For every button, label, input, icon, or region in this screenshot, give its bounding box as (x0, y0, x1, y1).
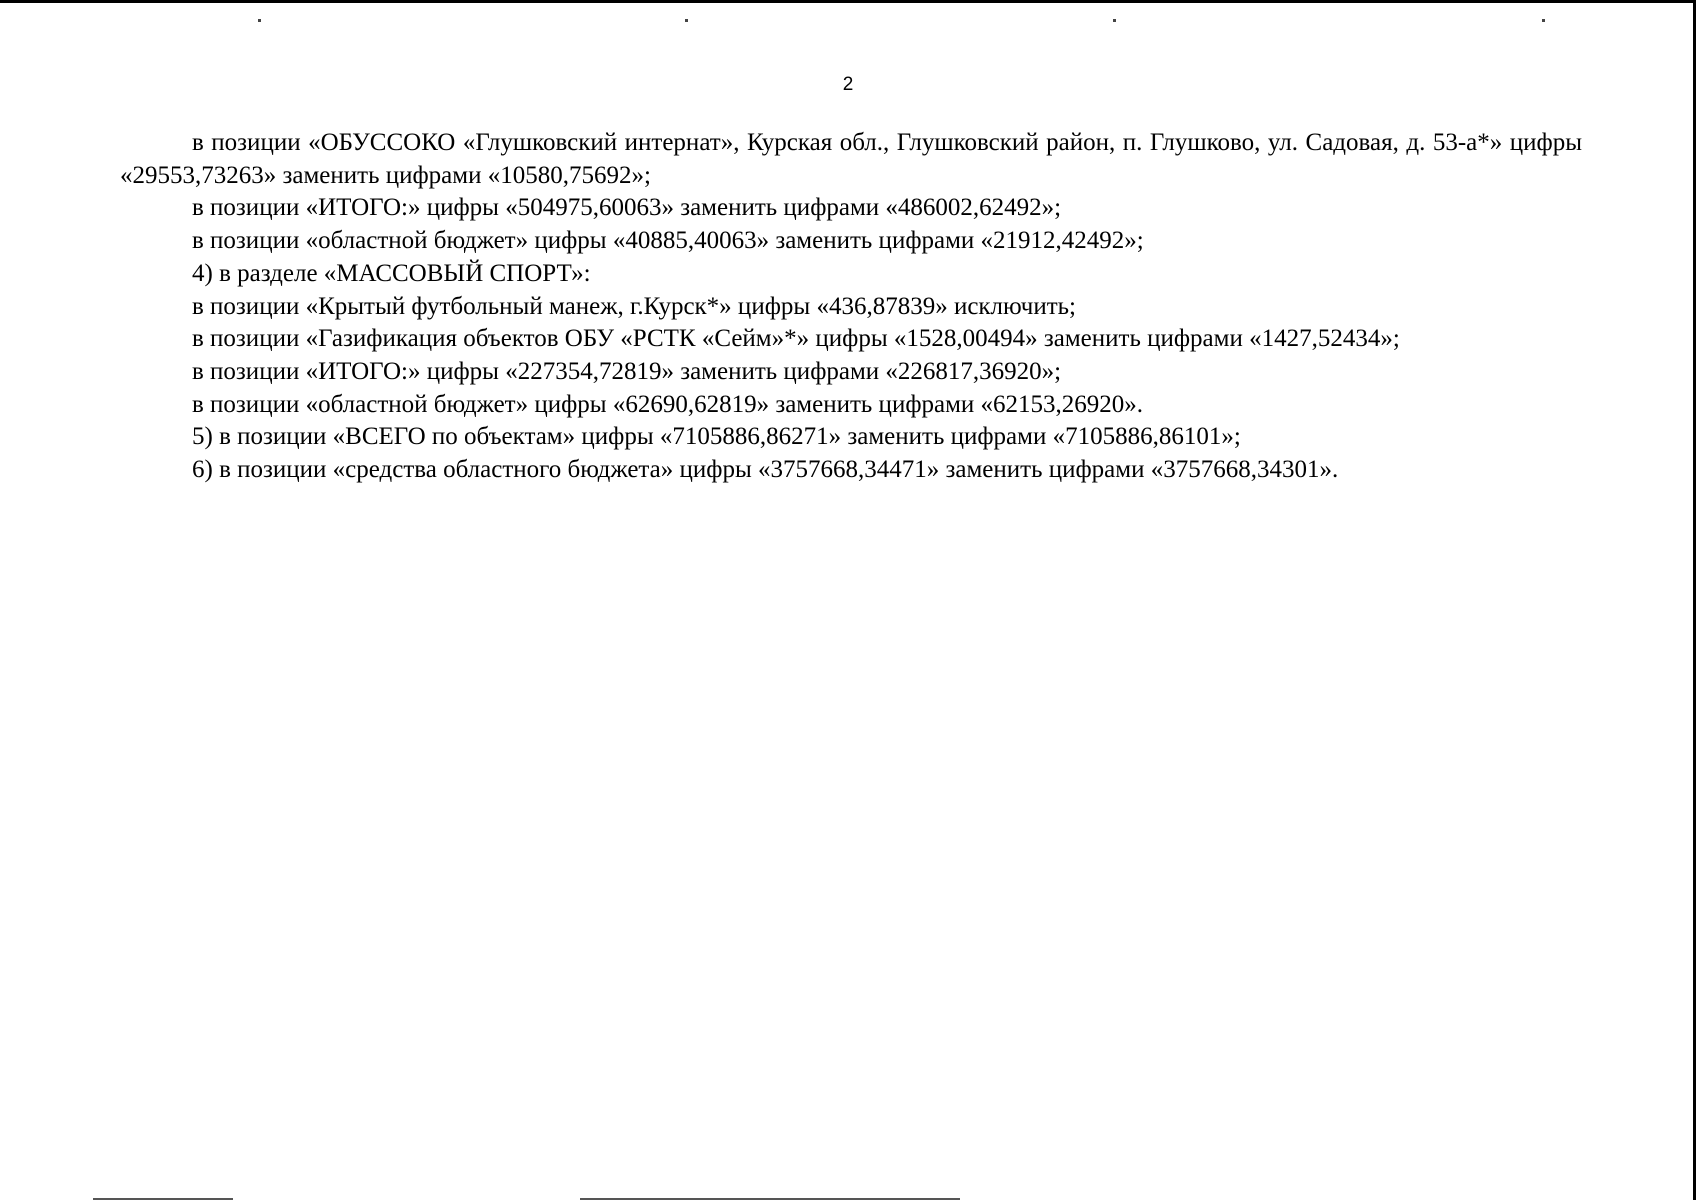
section-heading: 4) в разделе «МАССОВЫЙ СПОРТ»: (192, 259, 591, 287)
paragraph: в позиции «областной бюджет» цифры «40885,40063» заменить цифрами «21912,42492»; (192, 227, 1144, 255)
page-number: 2 (842, 74, 854, 95)
document-body (120, 127, 1582, 487)
scan-border-top (0, 0, 1696, 3)
paragraph: в позиции «ИТОГО:» цифры «504975,60063» заменить цифрами «486002,62492»; (192, 194, 1062, 222)
paragraph: 6) в позиции «средства областного бюджета» цифры «3757668,34471» заменить цифрами «3757668,34301». (192, 456, 1339, 484)
scan-mark (1542, 19, 1545, 22)
scan-mark (1113, 19, 1116, 22)
paragraph: в позиции «ОБУССОКО «Глушковский интернат», Курская обл., Глушковский район, п. Глушково, ул. Садовая, д. 53-а*» цифры «29553,73263» заменить цифрами «10580,75692»; (120, 129, 1582, 189)
scan-mark (685, 19, 688, 22)
paragraph: в позиции «Газификация объектов ОБУ «РСТК «Сейм»*» цифры «1528,00494» заменить цифрами «1427,52434»; (192, 325, 1400, 353)
paragraph: 5) в позиции «ВСЕГО по объектам» цифры «7105886,86271» заменить цифрами «7105886,86101»; (192, 423, 1241, 451)
paragraph: в позиции «ИТОГО:» цифры «227354,72819» заменить цифрами «226817,36920»; (192, 357, 1062, 385)
paragraph: в позиции «Крытый футбольный манеж, г.Курск*» цифры «436,87839» исключить; (192, 292, 1076, 320)
paragraph: в позиции «областной бюджет» цифры «62690,62819» заменить цифрами «62153,26920». (192, 390, 1144, 418)
scan-mark (258, 19, 261, 22)
